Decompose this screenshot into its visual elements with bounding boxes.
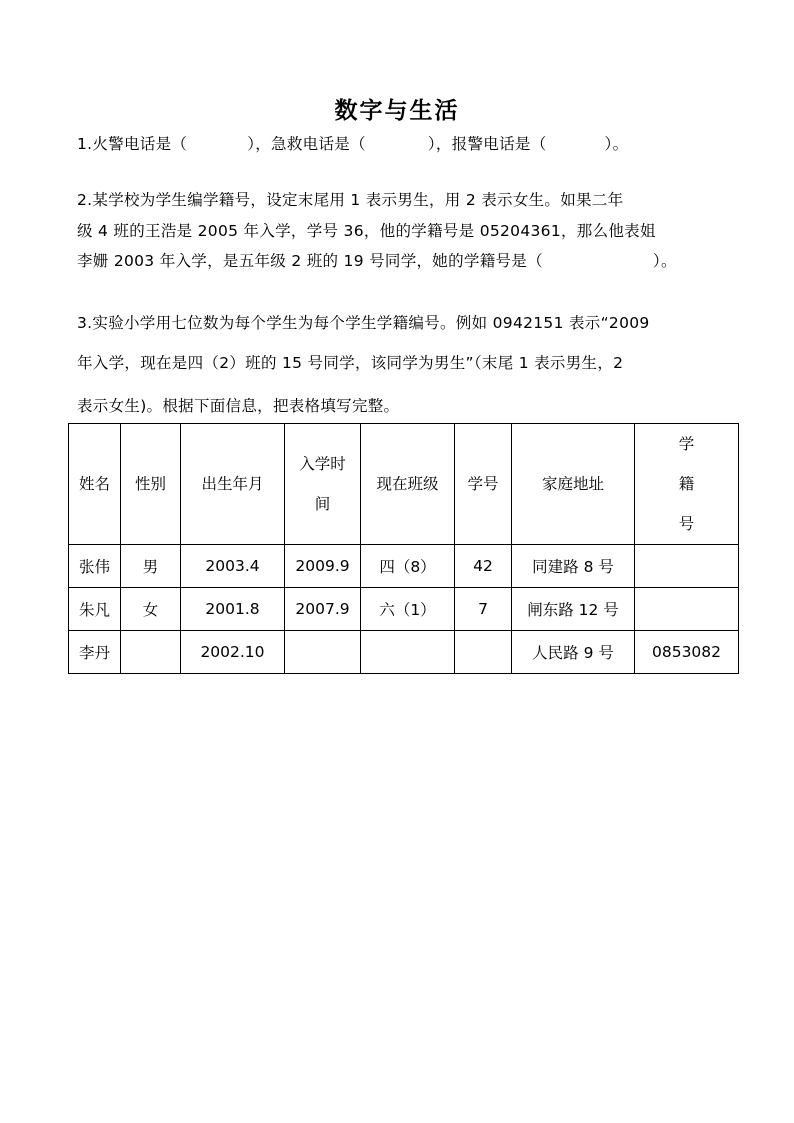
q1-part-2: ），急救电话是（: [247, 135, 366, 153]
q2-line-3-text: 李姗 2003 年入学，是五年级 2 班的 19 号同学，她的学籍号是（: [77, 252, 543, 270]
cell-number: 7: [455, 588, 512, 631]
header-student-id-line-1: 学籍: [678, 435, 733, 493]
header-address: 家庭地址: [512, 424, 635, 545]
table-row: [69, 588, 739, 631]
cell-student-id: 0853082: [635, 631, 739, 674]
header-name: 姓名: [69, 424, 121, 545]
cell-number: 42: [455, 545, 512, 588]
cell-address: 人民路 9 号: [512, 631, 635, 674]
cell-birth: 2001.8: [181, 588, 285, 631]
cell-gender: 男: [121, 545, 181, 588]
header-birth: 出生年月: [181, 424, 285, 545]
header-gender: 性别: [121, 424, 181, 545]
table-header-row: [69, 424, 739, 545]
table-row: [69, 545, 739, 588]
q2-line-3-end: ）。: [652, 252, 677, 270]
cell-address: 闸东路 12 号: [512, 588, 635, 631]
cell-birth: 2003.4: [181, 545, 285, 588]
cell-enroll[interactable]: [285, 631, 361, 674]
cell-class[interactable]: [361, 631, 455, 674]
question-3-line-2: 年入学，现在是四（2）班的 15 号同学，该同学为男生”（末尾 1 表示男生，2: [77, 354, 624, 372]
q1-part-1: 1.火警电话是（: [77, 135, 188, 153]
header-student-id-line-2: 号: [678, 515, 695, 533]
question-2-line-3: [77, 249, 677, 271]
question-3-line-1: 3.实验小学用七位数为每个学生为每个学生学籍编号。例如 0942151 表示“2009: [77, 314, 650, 332]
page-title: 数字与生活: [334, 97, 460, 124]
cell-name: 朱凡: [69, 588, 121, 631]
header-enroll-line-2: 间: [314, 495, 331, 513]
q1-part-3: ），报警电话是（: [427, 135, 547, 153]
cell-student-id[interactable]: [635, 545, 739, 588]
header-enroll: [285, 424, 361, 545]
cell-enroll: 2009.9: [285, 545, 361, 588]
cell-address: 同建路 8 号: [512, 545, 635, 588]
cell-name: 李丹: [69, 631, 121, 674]
question-3-line-3: 表示女生)。根据下面信息，把表格填写完整。: [77, 397, 400, 415]
cell-gender[interactable]: [121, 631, 181, 674]
cell-name: 张伟: [69, 545, 121, 588]
cell-birth: 2002.10: [181, 631, 285, 674]
header-student-id: [635, 424, 739, 545]
cell-class: 六（1）: [361, 588, 455, 631]
question-2-line-2: 级 4 班的王浩是 2005 年入学，学号 36，他的学籍号是 05204361，那么他表姐: [77, 222, 656, 240]
cell-class: 四（8）: [361, 545, 455, 588]
question-2-line-1: 2.某学校为学生编学籍号，设定末尾用 1 表示男生，用 2 表示女生。如果二年: [77, 191, 624, 209]
header-class: 现在班级: [361, 424, 455, 545]
cell-gender: 女: [121, 588, 181, 631]
header-enroll-line-1: 入学时: [299, 455, 346, 473]
student-info-table: [68, 423, 739, 674]
header-number: 学号: [455, 424, 512, 545]
cell-student-id[interactable]: [635, 588, 739, 631]
question-1: [77, 132, 628, 154]
q1-part-4: ）。: [604, 135, 629, 153]
table-row: [69, 631, 739, 674]
cell-enroll: 2007.9: [285, 588, 361, 631]
cell-number[interactable]: [455, 631, 512, 674]
